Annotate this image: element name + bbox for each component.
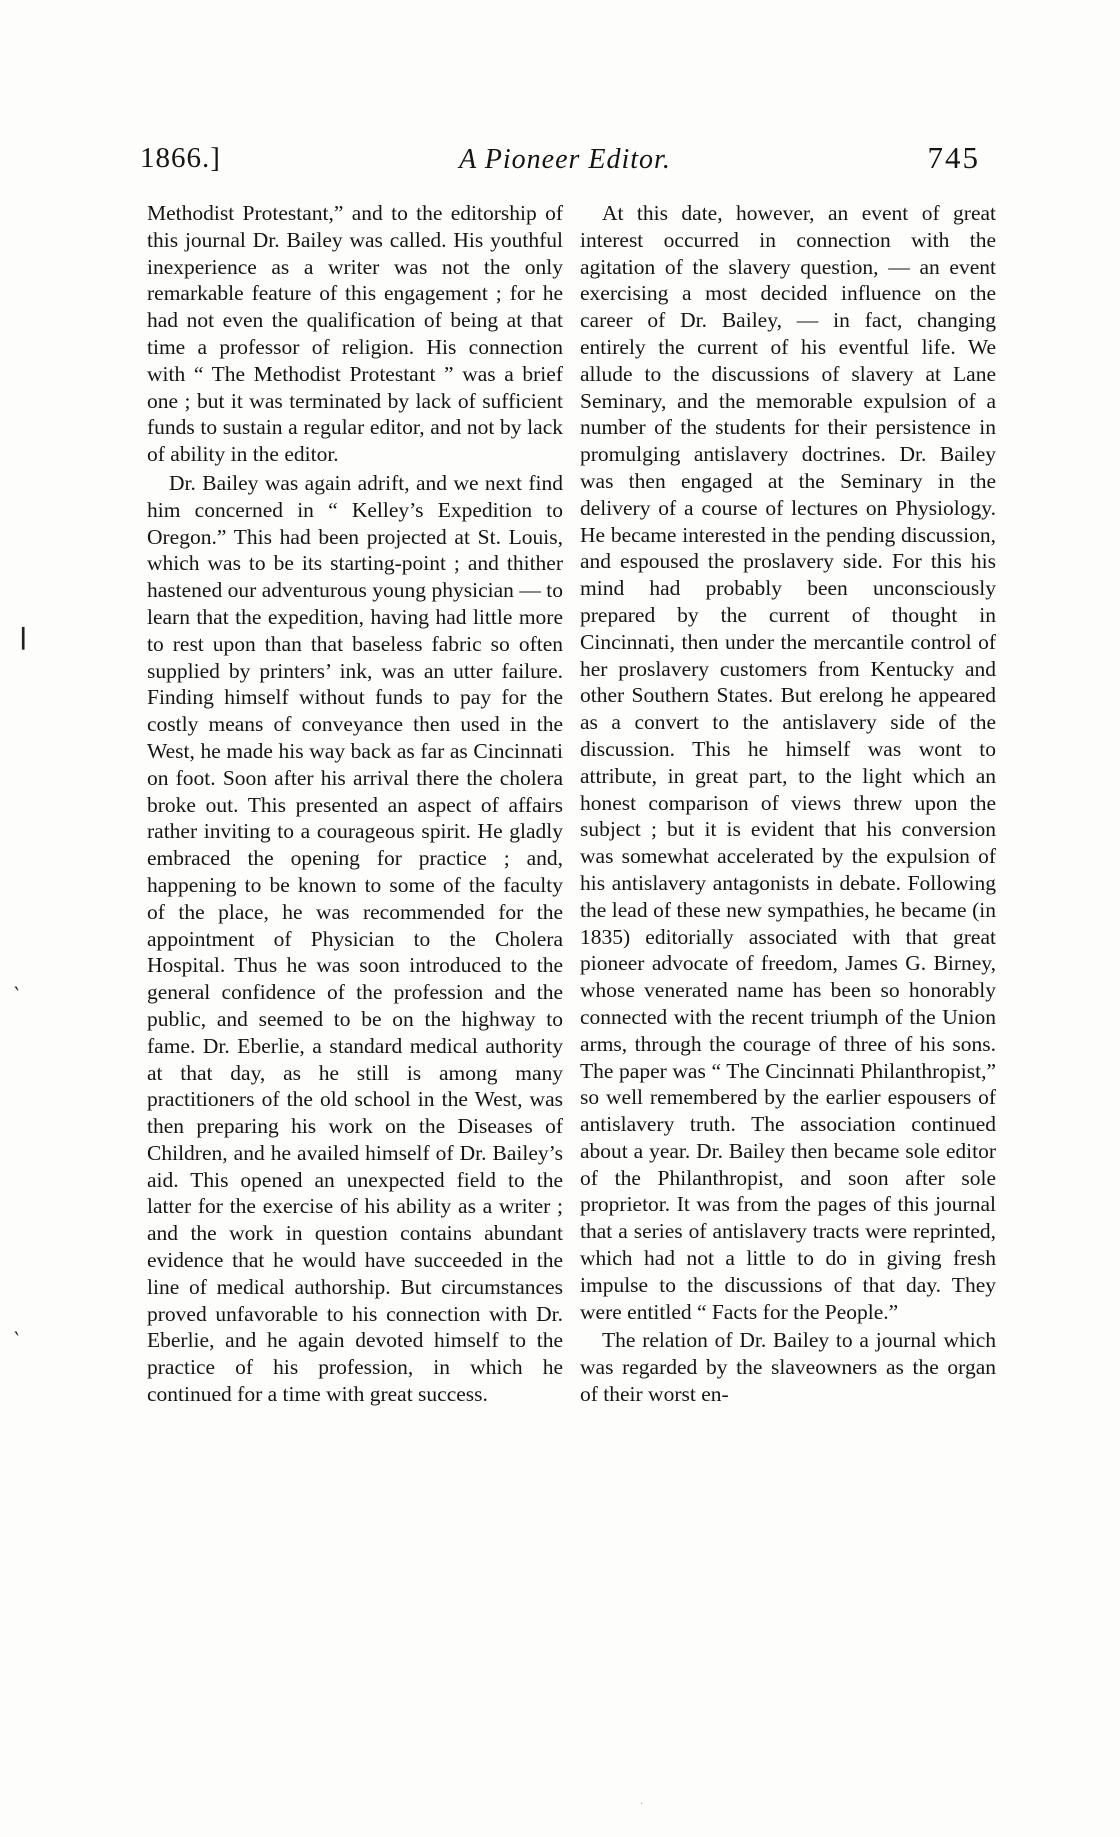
running-head: [140, 140, 980, 190]
left-text-column: [147, 200, 563, 1410]
margin-ink-mark: ·: [640, 1799, 644, 1810]
page-number: 745: [927, 140, 980, 175]
paragraph: At this date, however, an event of great interest occurred in connection with the agitation of the slavery question, — an event exercising a most decided influence on the career of Dr. Bailey, — in fact, changing entirely the current of his eventful life. We allude to the discussions of slavery at Lane Seminary, and the memorable expulsion of a number of the students for their persistence in promulging antislavery doctrines. Dr. Bailey was then engaged at the Seminary in the delivery of a course of lectures on Physiology. He became interested in the pending discussion, and espoused the proslavery side. For this his mind had probably been unconsciously prepared by the current of thought in Cincinnati, then under the mercantile control of her proslavery customers from Kentucky and other Southern States. But erelong he appeared as a convert to the antislavery side of the discussion. This he himself was wont to attribute, in great part, to the light which an honest comparison of views threw upon the subject ; but it is evident that his conversion was somewhat accelerated by the expulsion of his antislavery antagonists in debate. Following the lead of these new sympathies, he became (in 1835) editorially associated with that great pioneer advocate of freedom, James G. Birney, whose venerated name has been so honorably connected with the recent triumph of the Union arms, through the courage of three of his sons. The paper was “ The Cincinnati Philanthropist,” so well remembered by the earlier espousers of antislavery truth. The association continued about a year. Dr. Bailey then became sole editor of the Philanthropist, and soon after sole proprietor. It was from the pages of this journal that a series of antislavery tracts were reprinted, which had not a little to do in giving fresh impulse to the discussions of that day. They were entitled “ Facts for the People.”: [580, 201, 996, 1324]
margin-ink-mark: ‵: [14, 1328, 19, 1353]
paragraph: Dr. Bailey was again adrift, and we next find him concerned in “ Kelley’s Expedition to Oregon.” This had been projected at St. Louis, which was to be its starting-point ; and thither hastened our adventurous young physician — to learn that the expedition, having had little more to rest upon than that baseless fabric so often supplied by printers’ ink, was an utter failure. Finding himself without funds to pay for the costly means of conveyance then used in the West, he made his way back as far as Cincinnati on foot. Soon after his arrival there the cholera broke out. This presented an aspect of affairs rather inviting to a courageous spirit. He gladly embraced the opening for practice ; and, happening to be known to some of the faculty of the place, he was recommended for the appointment of Physician to the Cholera Hospital. Thus he was soon introduced to the general confidence of the profession and the public, and seemed to be on the highway to fame. Dr. Eberlie, a standard medical authority at that day, as he still is among many practitioners of the old school in the West, was then preparing his work on the Diseases of Children, and he availed himself of Dr. Bailey’s aid. This opened an unexpected field to the latter for the exercise of his ability as a writer ; and the work in question contains abundant evidence that he would have succeeded in the line of medical authorship. But circumstances proved unfavorable to his connection with Dr. Eberlie, and he again devoted himself to the practice of his profession, in which he continued for a time with great success.: [147, 470, 563, 1407]
paragraph: Methodist Protestant,” and to the editorship of this journal Dr. Bailey was called. His youthful inexperience as a writer was not the only remarkable feature of this engagement ; for he had not even the qualification of being at that time a professor of religion. His connection with “ The Methodist Protestant ” was a brief one ; but it was terminated by lack of sufficient funds to sustain a regular editor, and not by lack of ability in the editor.: [147, 201, 563, 467]
paragraph: The relation of Dr. Bailey to a journal which was regarded by the slaveowners as the organ of their worst en-: [580, 1328, 996, 1407]
margin-ink-mark: ‵: [14, 983, 19, 1008]
margin-ink-mark: ❘: [14, 624, 33, 649]
running-head-title: A Pioneer Editor.: [459, 144, 671, 175]
right-text-column: [580, 200, 996, 1410]
running-head-year: 1866.]: [140, 142, 221, 174]
